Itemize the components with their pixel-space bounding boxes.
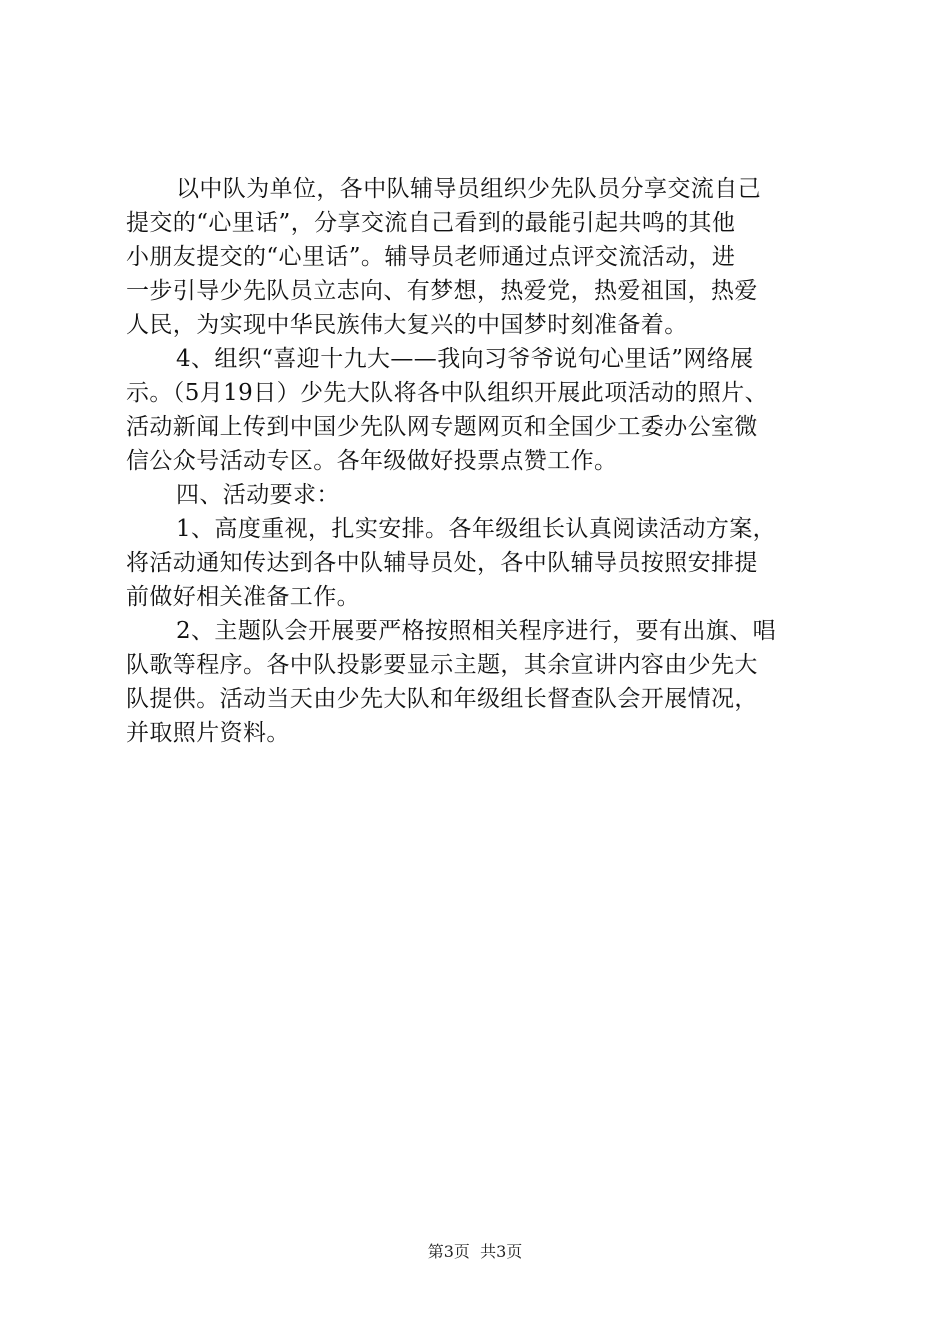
text-line: 1、高度重视，扎实安排。各年级组长认真阅读活动方案， (176, 516, 777, 542)
page-footer (0, 1241, 950, 1263)
page-number-label: 第3页 共3页 (427, 1242, 523, 1261)
text-line: 队提供。活动当天由少先大队和年级组长督查队会开展情况， (126, 686, 758, 712)
document-body (126, 172, 846, 750)
text-line: 信公众号活动专区。各年级做好投票点赞工作。 (126, 448, 618, 474)
text-line: 以中队为单位，各中队辅导员组织少先队员分享交流自己 (176, 176, 761, 202)
text-line: 4、组织“喜迎十九大——我向习爷爷说句心里话”网络展 (176, 346, 754, 372)
text-line: 示。（5月19日）少先大队将各中队组织开展此项活动的照片、 (126, 380, 768, 406)
text-line: 一步引导少先队员立志向、有梦想，热爱党，热爱祖国，热爱 (126, 278, 758, 304)
text-line: 人民，为实现中华民族伟大复兴的中国梦时刻准备着。 (126, 312, 688, 338)
text-line: 活动新闻上传到中国少先队网专题网页和全国少工委办公室微 (126, 414, 758, 440)
text-line: 队歌等程序。各中队投影要显示主题，其余宣讲内容由少先大 (126, 652, 758, 678)
text-line: 将活动通知传达到各中队辅导员处，各中队辅导员按照安排提 (126, 550, 758, 576)
text-line: 提交的“心里话”，分享交流自己看到的最能引起共鸣的其他 (126, 210, 736, 236)
text-line: 2、主题队会开展要严格按照相关程序进行，要有出旗、唱 (176, 618, 777, 644)
text-line: 小朋友提交的“心里话”。辅导员老师通过点评交流活动，进 (126, 244, 736, 270)
text-line: 前做好相关准备工作。 (126, 584, 360, 610)
text-line: 并取照片资料。 (126, 720, 290, 746)
section-heading: 四、活动要求： (176, 482, 340, 508)
